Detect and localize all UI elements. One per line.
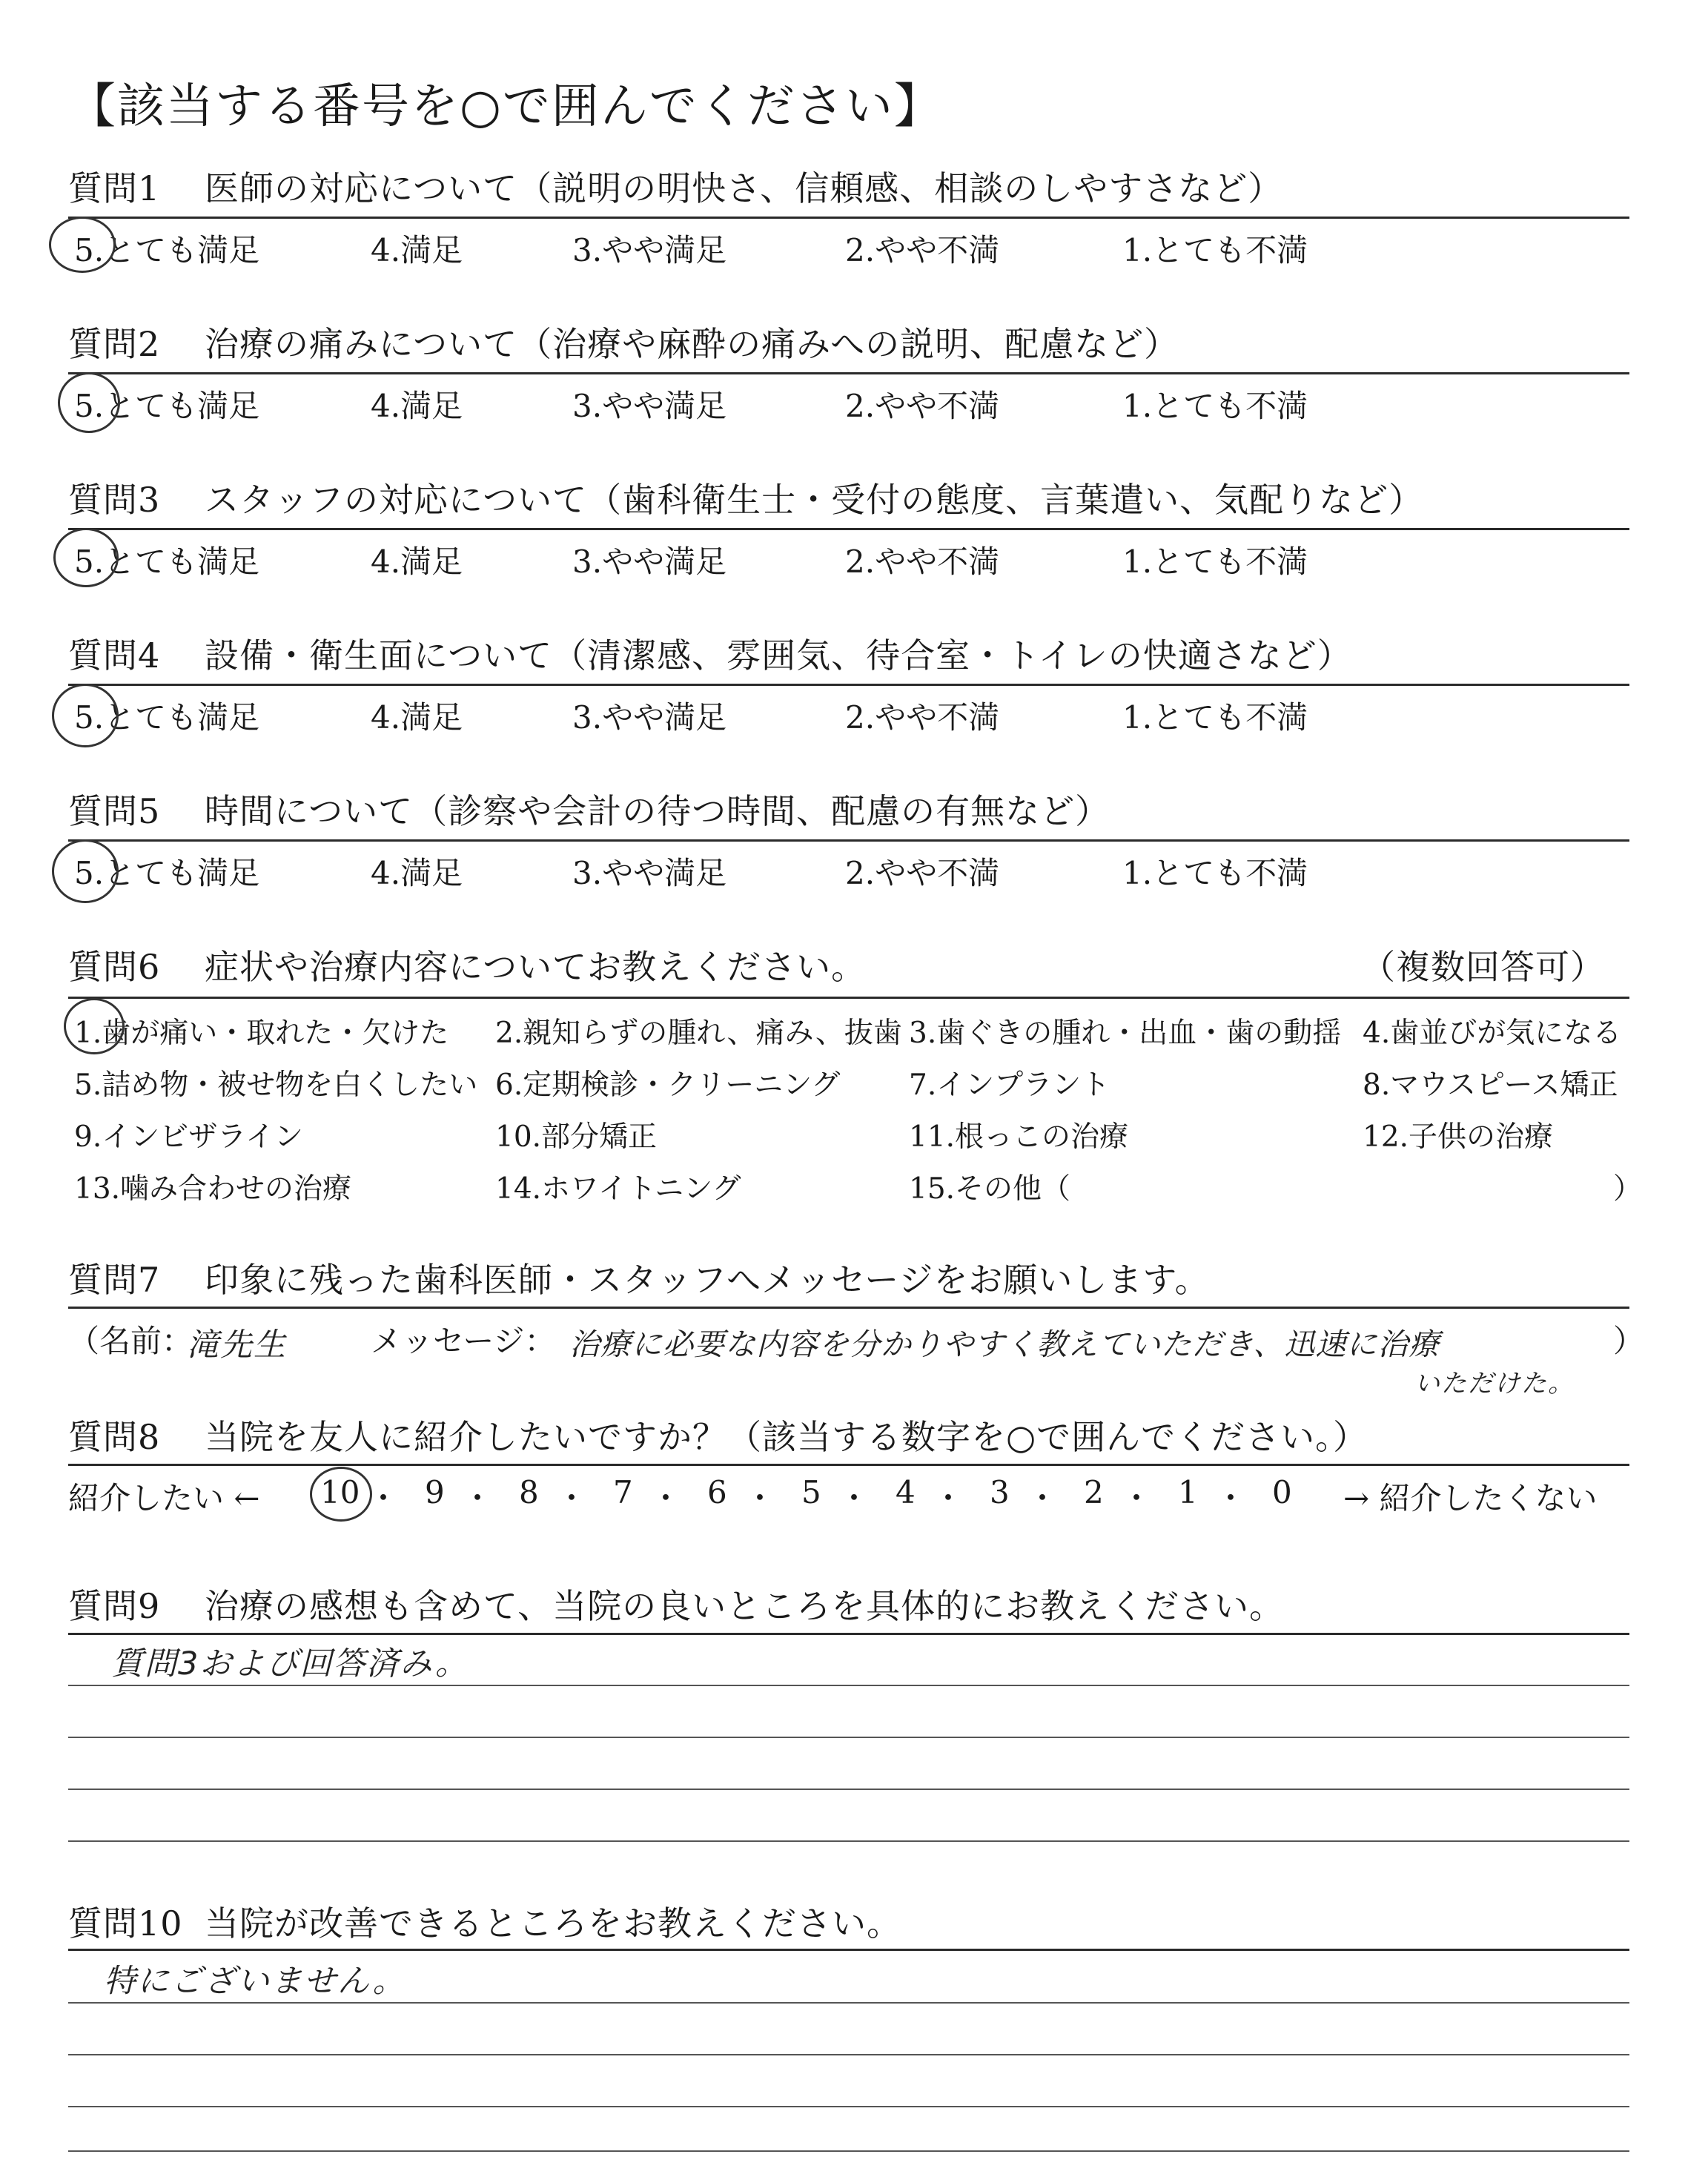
q6-note: （複数回答可） — [1361, 947, 1605, 987]
q4-selection-circle — [52, 684, 119, 747]
q6-option-8[interactable]: 8.マウスピース矯正 — [1363, 1069, 1618, 1102]
q10-text: 当院が改善できるところをお教えください。 — [205, 1903, 901, 1943]
q5-option-2[interactable]: 2.やや不満 — [845, 855, 1000, 891]
q10-answer-line-2 — [68, 2054, 1629, 2055]
q2-rule — [68, 372, 1629, 374]
q9-answer[interactable]: 質問3および回答済み。 — [111, 1645, 469, 1682]
q8-text: 当院を友人に紹介したいですか？（該当する数字を○で囲んでください。） — [205, 1417, 1368, 1457]
q8-scale-separator: ・ — [556, 1480, 588, 1516]
q9-label: 質問9 — [68, 1586, 161, 1626]
q2-option-3[interactable]: 3.やや満足 — [572, 388, 727, 424]
q8-scale-separator: ・ — [744, 1480, 776, 1516]
q4-rule — [68, 684, 1629, 686]
q5-rule — [68, 839, 1629, 842]
q7-rule — [68, 1307, 1629, 1309]
q6-option-14[interactable]: 14.ホワイトニング — [495, 1172, 741, 1206]
q3-rule — [68, 528, 1629, 530]
q7-name-label: （名前： — [68, 1323, 193, 1359]
q8-rule — [68, 1464, 1629, 1466]
q6-option-13[interactable]: 13.噛み合わせの治療 — [74, 1172, 352, 1206]
q1-option-4[interactable]: 4.満足 — [371, 232, 463, 268]
q6-option-5[interactable]: 5.詰め物・被せ物を白くしたい — [74, 1069, 478, 1102]
q5-text: 時間について（診察や会計の待つ時間、配慮の有無など） — [205, 791, 1110, 831]
q1-option-3[interactable]: 3.やや満足 — [572, 232, 727, 268]
q5-option-3[interactable]: 3.やや満足 — [572, 855, 727, 891]
q5-label: 質問5 — [68, 791, 161, 831]
q5-selection-circle — [52, 839, 119, 903]
q4-option-3[interactable]: 3.やや満足 — [572, 699, 727, 736]
page-title: 【該当する番号を○で囲んでください】 — [68, 79, 943, 134]
q8-scale-5[interactable]: 5 — [801, 1474, 821, 1510]
q6-text: 症状や治療内容についてお教えください。 — [205, 947, 867, 987]
q8-selection-circle — [310, 1467, 372, 1522]
q3-label: 質問3 — [68, 480, 161, 520]
q7-close: ） — [1613, 1323, 1645, 1359]
q7-name-value[interactable]: 滝先生 — [187, 1327, 287, 1364]
q5-option-4[interactable]: 4.満足 — [371, 855, 463, 891]
q8-scale-separator: ・ — [1027, 1480, 1059, 1516]
q1-text: 医師の対応について（説明の明快さ、信頼感、相談のしやすさなど） — [205, 168, 1283, 208]
q9-answer-line-4 — [68, 1840, 1629, 1842]
q8-scale-6[interactable]: 6 — [707, 1474, 727, 1510]
q8-scale-separator: ・ — [1215, 1480, 1247, 1516]
q8-label: 質問8 — [68, 1417, 161, 1457]
q3-option-2[interactable]: 2.やや不満 — [845, 544, 1000, 580]
q6-selection-circle — [64, 998, 125, 1054]
q2-label: 質問2 — [68, 324, 161, 364]
q6-label: 質問6 — [68, 947, 161, 987]
q8-scale-7[interactable]: 7 — [613, 1474, 633, 1510]
q2-text: 治療の痛みについて（治療や麻酔の痛みへの説明、配慮など） — [205, 324, 1179, 364]
q5-option-5[interactable]: 5.とても満足 — [74, 855, 260, 891]
q4-text: 設備・衛生面について（清潔感、雰囲気、待合室・トイレの快適さなど） — [205, 635, 1352, 676]
q8-left-label: 紹介したい ← — [68, 1480, 260, 1516]
q2-option-5[interactable]: 5.とても満足 — [74, 388, 260, 424]
q6-option-10[interactable]: 10.部分矯正 — [495, 1120, 658, 1154]
q6-option-3[interactable]: 3.歯ぐきの腫れ・出血・歯の動揺 — [909, 1017, 1342, 1050]
q8-scale-2[interactable]: 2 — [1084, 1474, 1104, 1510]
q8-scale-3[interactable]: 3 — [990, 1474, 1010, 1510]
q1-option-2[interactable]: 2.やや不満 — [845, 232, 1000, 268]
q5-option-1[interactable]: 1.とても不満 — [1122, 855, 1308, 891]
q1-label: 質問1 — [68, 168, 161, 208]
q10-answer-line-3 — [68, 2106, 1629, 2107]
q6-option-15-close: ） — [1613, 1172, 1643, 1206]
q6-option-6[interactable]: 6.定期検診・クリーニング — [495, 1069, 841, 1102]
q4-option-2[interactable]: 2.やや不満 — [845, 699, 1000, 736]
q9-answer-line-1 — [68, 1685, 1629, 1686]
q9-rule — [68, 1633, 1629, 1635]
q8-scale-separator: ・ — [1121, 1480, 1153, 1516]
q6-option-9[interactable]: 9.インビザライン — [74, 1120, 304, 1154]
q1-option-5[interactable]: 5.とても満足 — [74, 232, 260, 268]
q9-answer-line-2 — [68, 1737, 1629, 1738]
q6-option-15[interactable]: 15.その他（ — [909, 1172, 1071, 1206]
q4-option-5[interactable]: 5.とても満足 — [74, 699, 260, 736]
q8-scale-4[interactable]: 4 — [896, 1474, 916, 1510]
q6-option-1[interactable]: 1.歯が痛い・取れた・欠けた — [74, 1017, 449, 1050]
q6-option-12[interactable]: 12.子供の治療 — [1363, 1120, 1554, 1154]
q3-option-4[interactable]: 4.満足 — [371, 544, 463, 580]
q4-option-4[interactable]: 4.満足 — [371, 699, 463, 736]
q4-label: 質問4 — [68, 635, 161, 676]
q2-selection-circle — [58, 372, 120, 433]
q3-text: スタッフの対応について（歯科衛生士・受付の態度、言葉遣い、気配りなど） — [205, 480, 1424, 520]
q6-rule — [68, 997, 1629, 999]
q8-scale-separator: ・ — [933, 1480, 964, 1516]
q8-scale-9[interactable]: 9 — [425, 1474, 445, 1510]
q1-rule — [68, 217, 1629, 219]
q1-selection-circle — [49, 217, 116, 273]
q8-scale-separator: ・ — [650, 1480, 682, 1516]
q7-message-value[interactable]: 治療に必要な内容を分かりやすく教えていただき、迅速に治療 — [569, 1327, 1440, 1362]
q8-scale-10[interactable]: 10 — [320, 1474, 360, 1510]
q8-right-label: → 紹介したくない — [1343, 1480, 1598, 1516]
q7-message-label: メッセージ： — [371, 1323, 556, 1359]
q7-text: 印象に残った歯科医師・スタッフへメッセージをお願いします。 — [205, 1260, 1210, 1300]
q10-answer-line-1 — [68, 2002, 1629, 2004]
q6-option-11[interactable]: 11.根っこの治療 — [909, 1120, 1129, 1154]
q8-scale-separator: ・ — [368, 1480, 400, 1516]
q8-scale-separator: ・ — [838, 1480, 870, 1516]
q8-scale-separator: ・ — [462, 1480, 494, 1516]
q10-answer[interactable]: 特にございません。 — [104, 1963, 406, 2000]
q3-option-3[interactable]: 3.やや満足 — [572, 544, 727, 580]
q8-scale-8[interactable]: 8 — [519, 1474, 539, 1510]
q3-selection-circle — [53, 528, 119, 587]
q10-label: 質問10 — [68, 1903, 183, 1943]
q7-label: 質問7 — [68, 1260, 161, 1300]
q10-rule — [68, 1949, 1629, 1951]
q10-answer-line-4 — [68, 2150, 1629, 2152]
q9-answer-line-3 — [68, 1789, 1629, 1790]
q9-text: 治療の感想も含めて、当院の良いところを具体的にお教えください。 — [205, 1586, 1285, 1626]
q2-option-1[interactable]: 1.とても不満 — [1122, 388, 1308, 424]
q8-scale-0[interactable]: 0 — [1272, 1474, 1292, 1510]
q8-scale-1[interactable]: 1 — [1178, 1474, 1198, 1510]
q6-option-4[interactable]: 4.歯並びが気になる — [1363, 1017, 1622, 1050]
q4-option-1[interactable]: 1.とても不満 — [1122, 699, 1308, 736]
q3-option-1[interactable]: 1.とても不満 — [1122, 544, 1308, 580]
q2-option-2[interactable]: 2.やや不満 — [845, 388, 1000, 424]
q6-option-7[interactable]: 7.インプラント — [909, 1069, 1110, 1102]
q6-option-2[interactable]: 2.親知らずの腫れ、痛み、抜歯 — [495, 1017, 902, 1050]
q3-option-5[interactable]: 5.とても満足 — [74, 544, 260, 580]
q7-message-value-2[interactable]: いただけた。 — [1414, 1369, 1575, 1398]
q1-option-1[interactable]: 1.とても不満 — [1122, 232, 1308, 268]
q2-option-4[interactable]: 4.満足 — [371, 388, 463, 424]
